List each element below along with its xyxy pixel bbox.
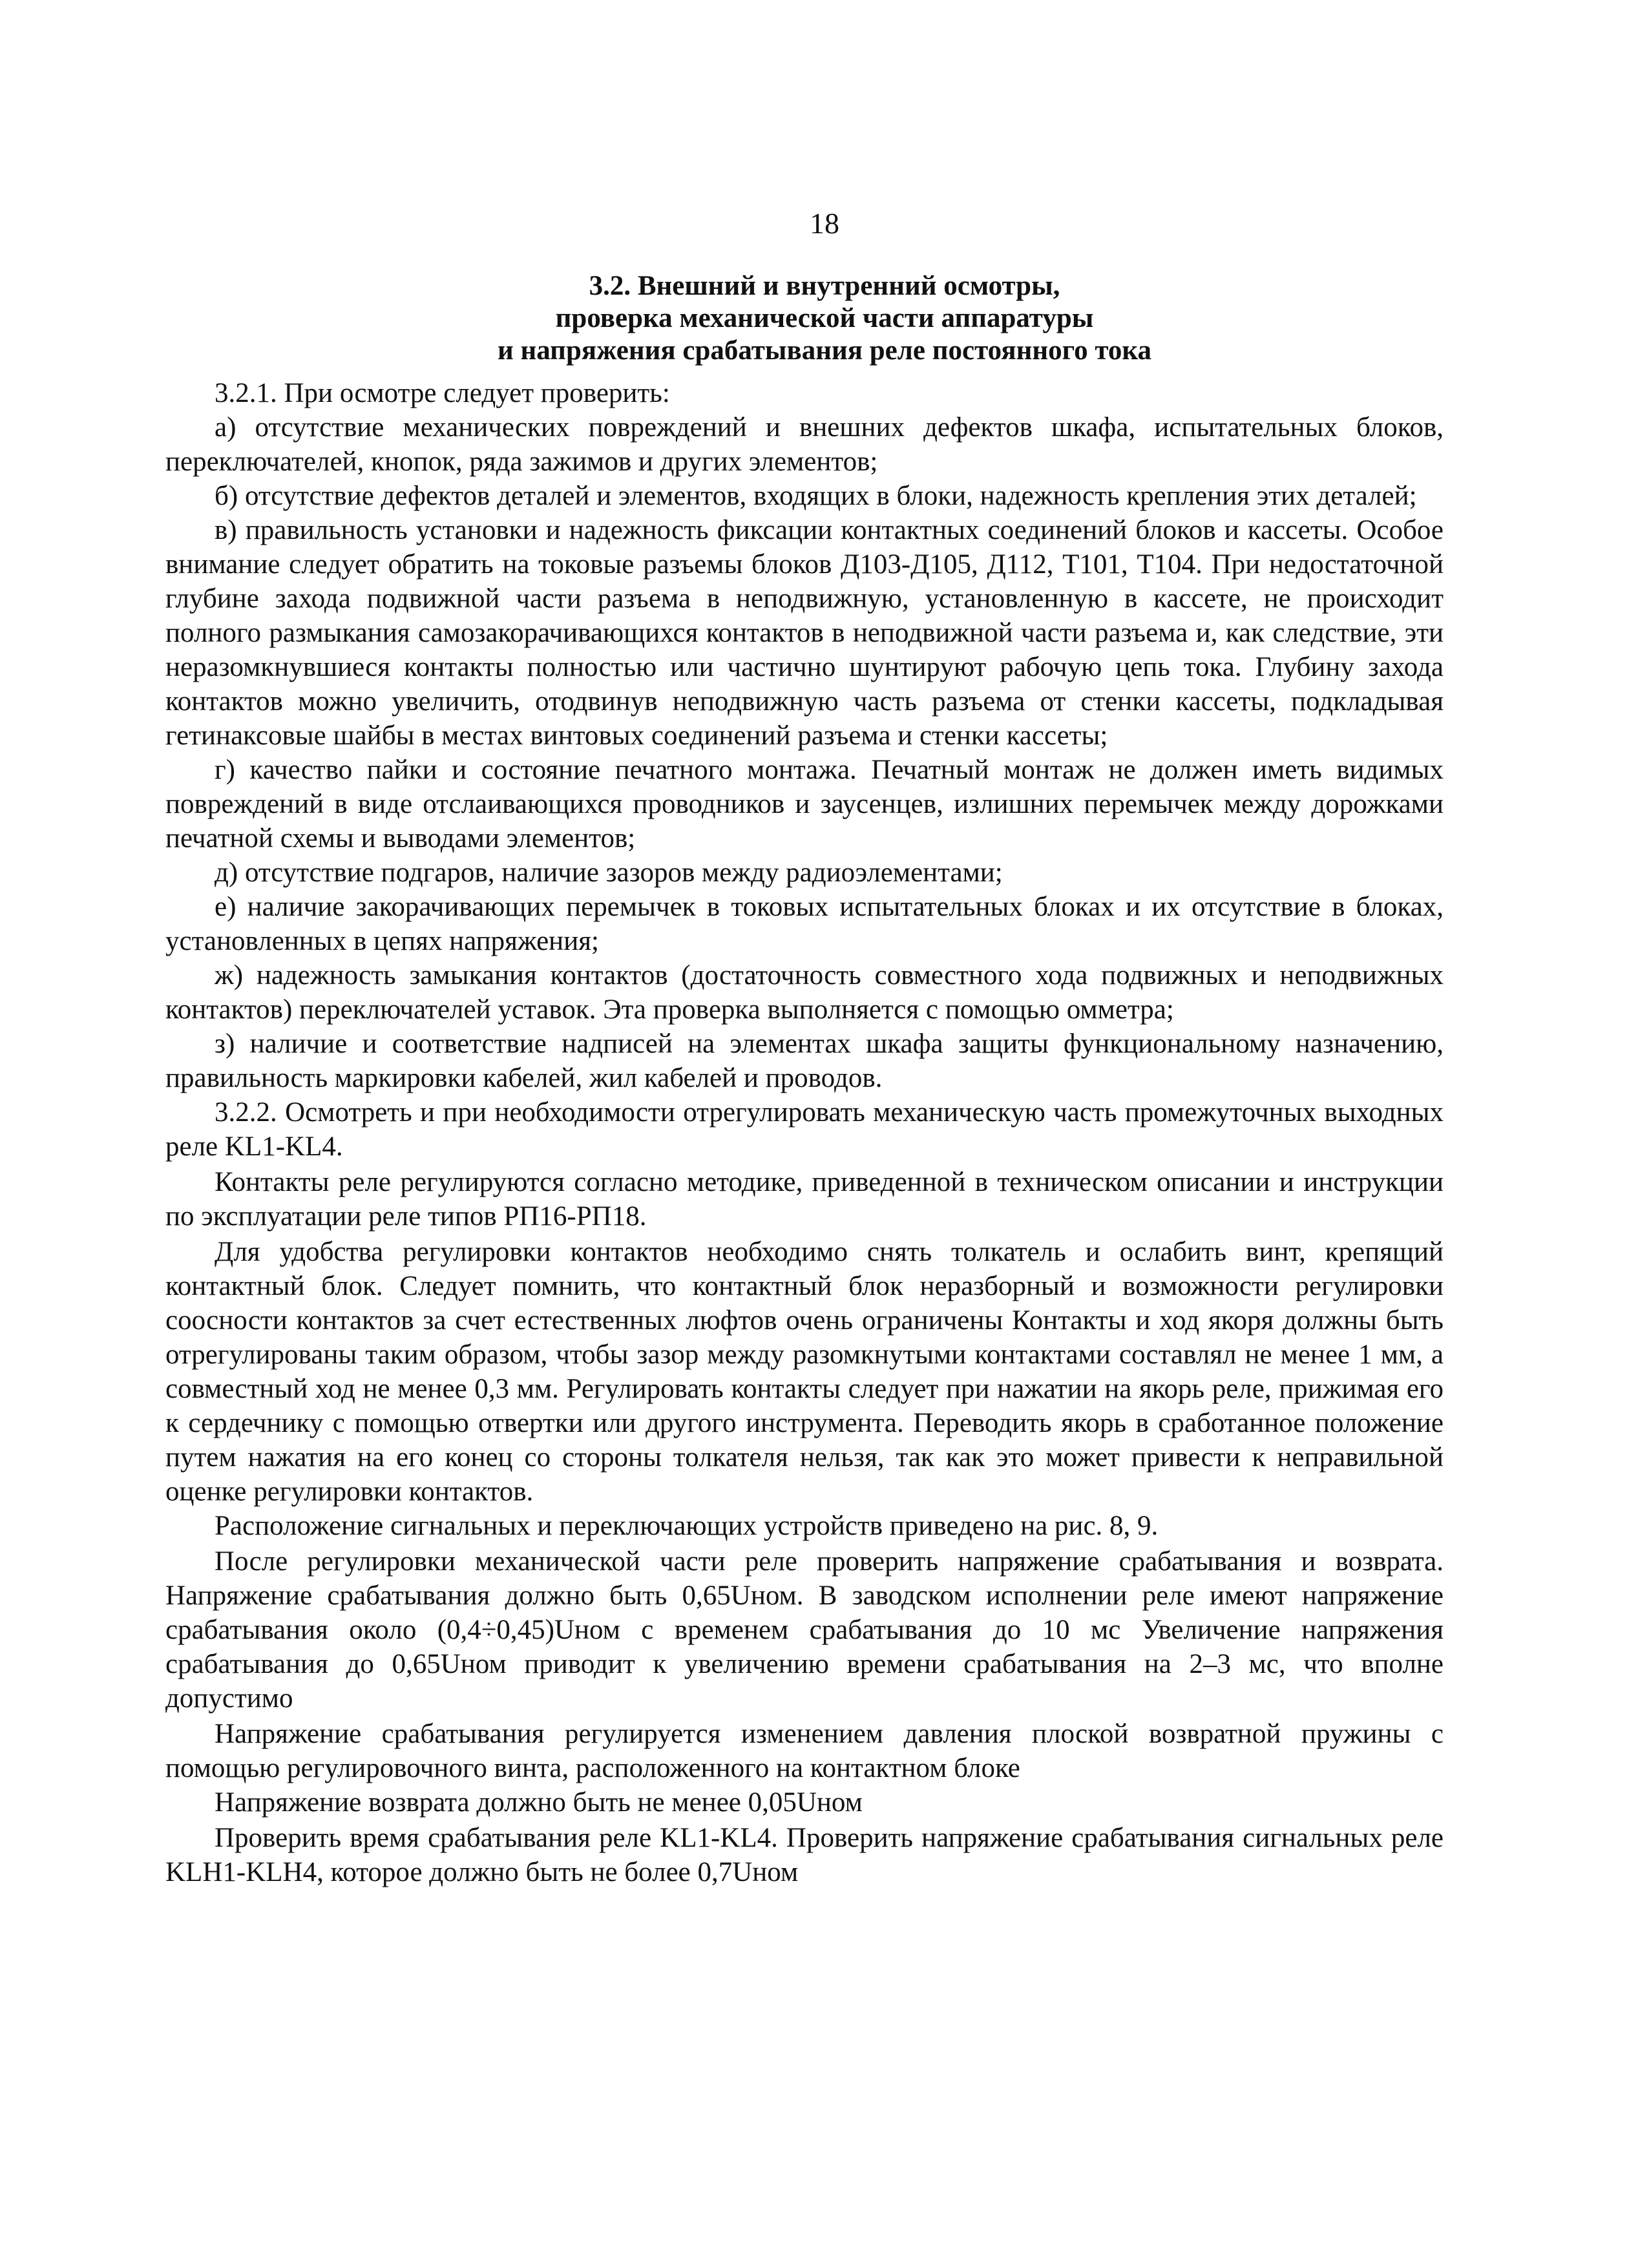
paragraph-layout: Расположение сигнальных и переключающих устройств приведено на рис. 8, 9. [215,1511,1159,1541]
heading-line-1: 3.2. Внешний и внутренний осмотры, [589,271,1060,301]
paragraph-time-check: Проверить время срабатывания реле KL1-KL4. Проверить напряжение срабатывания сигнальных реле KLH1-KLH4, которое должно быть не более 0,7Uном [165,1823,1444,1887]
paragraph-item-zh: ж) надежность замыкания контактов (достаточность совместного хода подвижных и неподвижных контактов) переключателей уставок. Эта проверка выполняется с помощью омметра; [165,960,1444,1025]
paragraph-item-b: б) отсутствие дефектов деталей и элементов, входящих в блоки, надежность крепления этих деталей; [215,481,1417,511]
paragraph-item-e: е) наличие закорачивающих перемычек в токовых испытательных блоках и их отсутствие в блоках, установленных в цепях напряжения; [165,892,1444,956]
body-text [165,376,1444,1889]
paragraph-item-z: з) наличие и соответствие надписей на элементах шкафа защиты функциональному назначению, правильность маркировки кабелей, жил кабелей и проводов. [165,1029,1444,1093]
paragraph-item-g: г) качество пайки и состояние печатного монтажа. Печатный монтаж не должен иметь видимых повреждений в виде отслаивающихся проводников и заусенцев, излишних перемычек между дорожками печатной схемы и выводами элементов; [165,755,1444,854]
paragraph-adjustment: Для удобства регулировки контактов необходимо снять толкатель и ослабить винт, крепящий контактный блок. Следует помнить, что контактный блок неразборный и возможности регулировки соосности контактов за счет естественных люфтов очень ограничены Контакты и ход якоря должны быть отрегулированы таким образом, чтобы зазор между разомкнутыми контактами составлял не менее 1 мм, а совместный ход не менее 0,3 мм. Регулировать контакты следует при нажатии на якорь реле, прижимая его к сердечнику с помощью отвертки или другого инструмента. Переводить якорь в сработанное положение путем нажатия на его конец со стороны толкателя нельзя, так как это может привести к неправильной оценке регулировки контактов. [165,1237,1444,1507]
paragraph-contacts: Контакты реле регулируются согласно методике, приведенной в техническом описании и инструкции по эксплуатации реле типов РП16-РП18. [165,1167,1444,1232]
paragraph-item-d: д) отсутствие подгаров, наличие зазоров между радиоэлементами; [215,857,1003,888]
paragraph-3-2-2: 3.2.2. Осмотреть и при необходимости отрегулировать механическую часть промежуточных выходных реле KL1-KL4. [165,1097,1444,1162]
paragraph-voltage-adjust: Напряжение срабатывания регулируется изменением давления плоской возвратной пружины с помощью регулировочного винта, расположенного на контактном блоке [165,1719,1444,1783]
heading-line-2: проверка механической части аппаратуры [555,303,1094,333]
paragraph-item-a: а) отсутствие механических повреждений и внешних дефектов шкафа, испытательных блоков, переключателей, кнопок, ряда зажимов и других элементов; [165,412,1444,477]
heading-line-3: и напряжения срабатывания реле постоянного тока [497,335,1152,366]
page-number: 18 [810,207,839,240]
paragraph-voltage-check: После регулировки механической части реле проверить напряжение срабатывания и возврата. Напряжение срабатывания должно быть 0,65Uном. В заводском исполнении реле имеют напряжение срабатывания около (0,4÷0,45)Uном с временем срабатывания до 10 мс Увеличение напряжения срабатывания до 0,65Uном приводит к увеличению времени срабатывания на 2–3 мс, что вполне допустимо [165,1546,1444,1714]
paragraph-item-v: в) правильность установки и надежность фиксации контактных соединений блоков и кассеты. Особое внимание следует обратить на токовые разъемы блоков Д103-Д105, Д112, Т101, Т104. При недостаточной глубине захода подвижной части разъема в неподвижную, установленную в кассете, не происходит полного размыкания самозакорачивающихся контактов в неподвижной части разъема и, как следствие, эти неразомкнувшиеся контакты полностью или частично шунтируют рабочую цепь тока. Глубину захода контактов можно увеличить, отодвинув неподвижную часть разъема от стенки кассеты, подкладывая гетинаксовые шайбы в местах винтовых соединений разъема и стенки кассеты; [165,515,1444,751]
paragraph-3-2-1: 3.2.1. При осмотре следует проверить: [215,378,670,408]
paragraph-return-voltage: Напряжение возврата должно быть не менее 0,05Uном [215,1787,863,1818]
section-heading [129,270,1520,367]
